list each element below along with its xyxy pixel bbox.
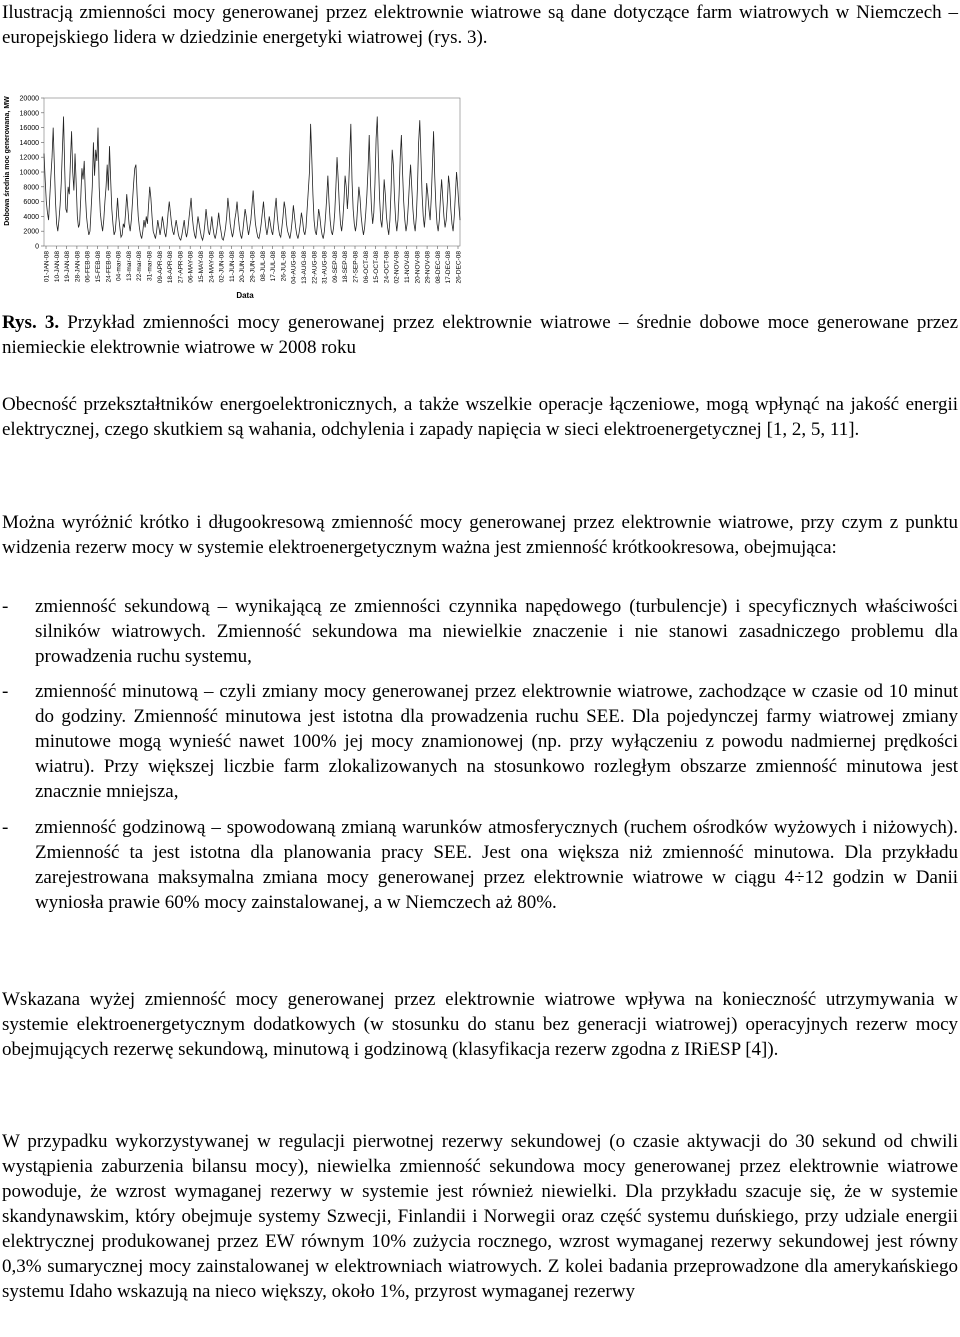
y-tick-label: 6000 [23, 199, 39, 207]
y-tick-label: 8000 [23, 184, 39, 192]
x-tick-label: 17-DEC-08 [445, 251, 453, 284]
x-tick-label: 10-JAN-08 [53, 251, 61, 283]
figure-caption [2, 310, 958, 360]
x-tick-label: 26-JUL-08 [280, 251, 288, 282]
x-tick-label: 15-OCT-08 [373, 251, 381, 284]
x-tick-label: 11-NOV-08 [404, 251, 411, 284]
x-tick-label: 15-FEB-08 [95, 251, 102, 283]
x-tick-label: 20-NOV-08 [414, 251, 422, 284]
wind-power-chart [0, 86, 470, 306]
figure-caption-label: Rys. 3. [2, 312, 60, 333]
y-tick-label: 12000 [19, 154, 39, 162]
x-tick-label: 29-JUN-08 [249, 251, 257, 283]
x-tick-label: 09-SEP-08 [331, 251, 339, 283]
x-tick-label: 02-NOV-08 [393, 251, 401, 284]
x-tick-label: 18-SEP-08 [342, 251, 350, 283]
paragraph-1: Obecność przekształtników energoelektronicznych, a także wszelkie operacje łączeniowe, mogą wpłynąć na jakość energii elektrycznej, czego skutkiem są wahania, odchylenia i zapady napięcia w sieci elektroenergetycznej [1, 2, 5, 11]. [2, 394, 958, 440]
x-tick-label: 27-SEP-08 [352, 251, 360, 283]
x-tick-label: 22-AUG-08 [311, 251, 319, 284]
x-tick-label: 09-APR-08 [156, 251, 164, 284]
list-bullet: - [2, 817, 9, 838]
x-tick-label: 27-APR-08 [177, 251, 185, 284]
x-tick-label: 24-OCT-08 [383, 251, 391, 284]
chart-plot-area [44, 98, 460, 246]
y-tick-label: 10000 [19, 169, 39, 177]
x-tick-label: 28-JAN-08 [74, 251, 82, 283]
list-item [2, 815, 958, 915]
x-axis-ticks [44, 246, 463, 284]
list-item-text: zmienność sekundową – wynikającą ze zmienności czynnika napędowego (turbulencje) i specyficznych właściwości silników wiatrowych. Zmienność sekundowa ma niewielkie znaczenie i nie stanowi zasadniczego problemu dla prowadzenia ruchu systemu, [35, 596, 958, 667]
list-item-text: zmienność godzinową – spowodowaną zmianą warunków atmosferycznych (ruchem ośrodków wyżowych i niżowych). Zmienność ta jest istotna dla planowania pracy SEE. Jest ona większa niż zmienność minutowa. Dla przykładu zarejestrowana maksymalna zmiana mocy generowanej przez elektrownie wiatrowe w ciągu 4÷12 godzin w Danii wyniosła prawie 60% mocy zainstalowanej, a w Niemczech aż 80%. [35, 817, 958, 913]
x-tick-label: 13-AUG-08 [301, 251, 308, 284]
x-tick-label: 06-OCT-08 [362, 251, 370, 284]
x-tick-label: 24-MAY-08 [208, 251, 216, 283]
list-item [2, 679, 958, 804]
x-tick-label: 31-AUG-08 [321, 251, 329, 284]
list-bullet: - [2, 681, 9, 702]
x-tick-label: 13-mar-08 [125, 251, 133, 281]
y-tick-label: 14000 [19, 139, 39, 147]
intro-paragraph: Ilustracją zmienności mocy generowanej przez elektrownie wiatrowe są dane dotyczące farm wiatrowych w Niemczech – europejskiego lidera w dziedzinie energetyki wiatrowej (rys. 3). [2, 2, 958, 48]
list-item [2, 594, 958, 669]
x-tick-label: 22-mar-08 [136, 251, 144, 281]
x-tick-label: 17-JUL-08 [270, 251, 278, 282]
paragraph-4: W przypadku wykorzystywanej w regulacji pierwotnej rezerwy sekundowej (o czasie aktywacji do 30 sekund od chwili wystąpienia zaburzenia bilansu mocy), niewielka zmienność sekundowa mocy generowanej przez elektrownie wiatrowe powoduje, że wzrost wymaganej rezerwy w systemie jest również niewielki. Dla przykładu szacuje się, że w systemie skandynawskim, który obejmuje systemy Szwecji, Finlandii i Norwegii oraz część systemu duńskiego, przy udziale energii elektrycznej produkowanej przez EW równym 10% zużycia rocznego, wzrost wymaganej rezerwy sekundowej jest równy 0,3% sumarycznej mocy zainstalowanej w elektrowniach wiatrowych. Z kolei badania przeprowadzone dla amerykańskiego systemu Idaho wskazują na nieco większy, około 1%, przyrost wymaganej rezerwy [2, 1131, 958, 1302]
x-tick-label: 06-MAY-08 [187, 251, 195, 283]
paragraph-2: Można wyróżnić krótko i długookresową zmienność mocy generowanej przez elektrownie wiatrowe, przy czym z punktu widzenia rezerw mocy w systemie elektroenergetycznym ważna jest zmienność krótkookresowa, obejmująca: [2, 512, 958, 558]
y-tick-label: 2000 [23, 228, 39, 236]
x-tick-label: 08-JUL-08 [259, 251, 267, 282]
list-item-text: zmienność minutową – czyli zmiany mocy generowanej przez elektrownie wiatrowe, zachodzące w czasie od 10 minut do godziny. Zmienność minutowa jest istotna dla prowadzenia ruchu SEE. Dla pojedynczej farmy wiatrowej zmiany minutowe mogą wynieść nawet 100% jej mocy znamionowej (np. przy wyłączeniu z powodu nadmiernej prędkości wiatru). Przy większej liczbie farm zlokalizowanych na stosunkowo rozległym obszarze zmienność minutowa jest znacznie mniejsza, [35, 681, 958, 802]
x-tick-label: 26-DEC-08 [455, 251, 463, 284]
x-tick-label: 19-JAN-08 [64, 251, 72, 283]
y-axis-ticks [20, 96, 44, 251]
y-tick-label: 16000 [19, 125, 39, 133]
y-tick-label: 20000 [19, 95, 39, 103]
series-line [44, 117, 460, 241]
x-tick-label: 11-JUN-08 [228, 251, 236, 282]
x-tick-label: 02-JUN-08 [218, 251, 226, 283]
x-axis-label: Data [236, 291, 254, 300]
x-tick-label: 20-JUN-08 [239, 251, 247, 283]
y-axis-label: Dobowa średnia moc generowana, MW [4, 96, 11, 226]
y-tick-label: 0 [35, 243, 39, 251]
x-tick-label: 04-mar-08 [115, 251, 123, 281]
y-tick-label: 18000 [19, 110, 39, 118]
x-tick-label: 08-DEC-08 [434, 251, 442, 284]
x-tick-label: 15-MAY-08 [198, 251, 205, 283]
figure-caption-text: Przykład zmienności mocy generowanej przez elektrownie wiatrowe – średnie dobowe moce generowane przez niemieckie elektrownie wiatrowe w 2008 roku [2, 312, 959, 358]
x-tick-label: 06-FEB-08 [84, 251, 92, 283]
x-tick-label: 01-JAN-08 [43, 251, 51, 283]
y-tick-label: 4000 [23, 213, 39, 221]
x-tick-label: 31-mar-08 [146, 251, 154, 281]
list-bullet: - [2, 596, 9, 617]
x-tick-label: 18-APR-08 [167, 251, 175, 284]
x-tick-label: 29-NOV-08 [424, 251, 432, 284]
x-tick-label: 04-AUG-08 [290, 251, 298, 284]
x-tick-label: 24-FEB-08 [105, 251, 113, 283]
paragraph-3: Wskazana wyżej zmienność mocy generowanej przez elektrownie wiatrowe wpływa na konieczność utrzymywania w systemie elektroenergetycznym dodatkowych (w stosunku do stanu bez generacji wiatrowej) operacyjnych rezerw mocy obejmujących rezerwę sekundową, minutową i godzinową (klasyfikacja rezerw zgodna z IRiESP [4]). [2, 989, 958, 1060]
